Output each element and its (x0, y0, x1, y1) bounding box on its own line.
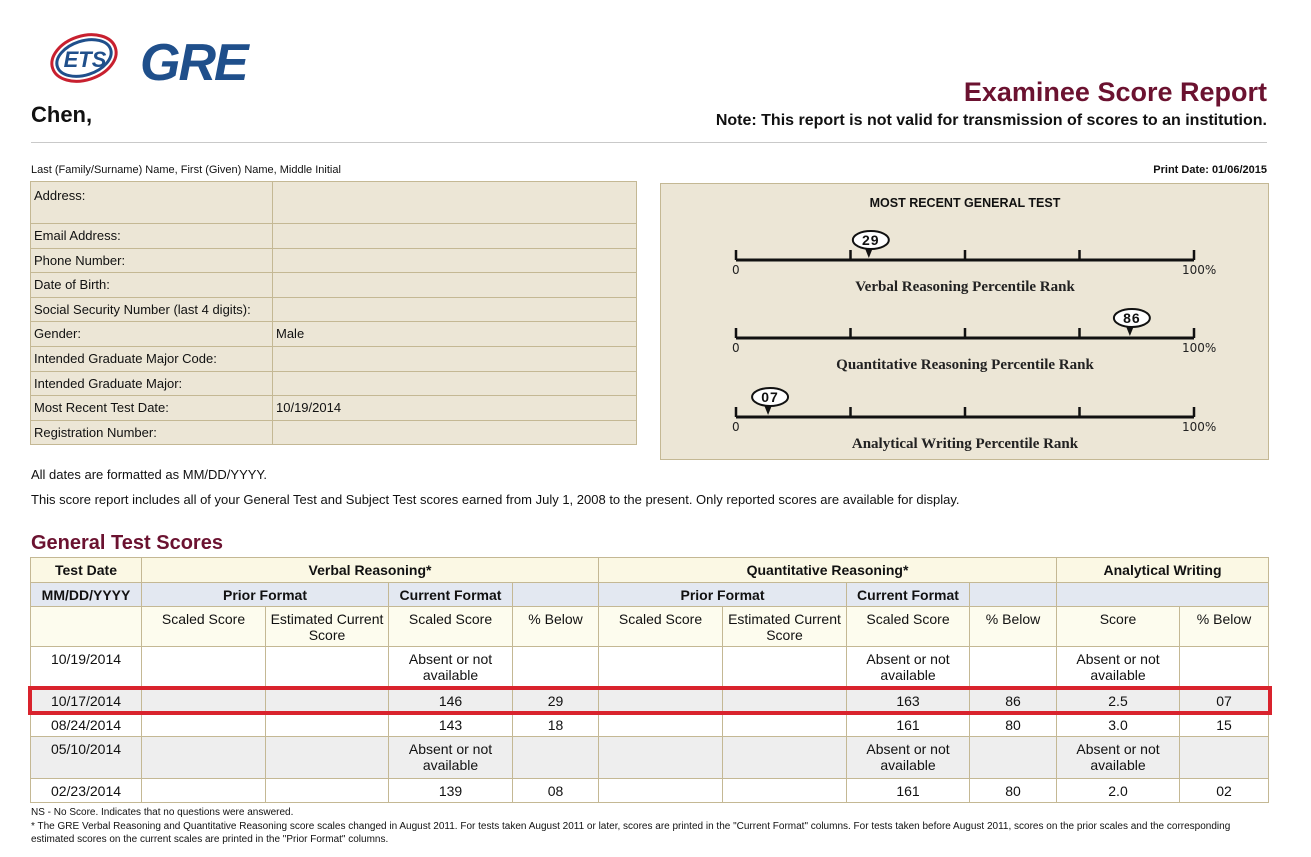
test-date-cell: 10/17/2014 (31, 689, 142, 713)
quant-estimated-cell (723, 647, 847, 689)
verbal-scaled-cell: Absent or not available (389, 737, 513, 779)
verbal-below-header: % Below (513, 607, 599, 647)
info-value (273, 297, 637, 322)
writing-below-cell: 02 (1180, 779, 1269, 803)
rank-value-label: 07 (761, 389, 779, 405)
info-label: Address: (31, 182, 273, 224)
info-value (273, 273, 637, 298)
quant-estimated-header: Estimated Current Score (723, 607, 847, 647)
print-date: Print Date: 01/06/2015 (1153, 164, 1267, 176)
rank-axis-max-label: 100% (1182, 341, 1217, 355)
verbal-estimated-cell (266, 779, 389, 803)
verbal-current-scaled-header: Scaled Score (389, 607, 513, 647)
quant-scaled-cell: 161 (847, 779, 970, 803)
rank-scale-title: Verbal Reasoning Percentile Rank (855, 279, 1075, 295)
logo-ets-text: ETS (63, 47, 107, 72)
test-date-cell: 05/10/2014 (31, 737, 142, 779)
info-value (273, 182, 637, 224)
info-label: Most Recent Test Date: (31, 396, 273, 421)
quant-estimated-cell (723, 689, 847, 713)
quant-scaled-cell: 163 (847, 689, 970, 713)
test-date-cell: 08/24/2014 (31, 713, 142, 737)
test-date-cell: 02/23/2014 (31, 779, 142, 803)
rank-scales (732, 231, 1216, 452)
info-row (31, 248, 637, 273)
verbal-below-cell: 08 (513, 779, 599, 803)
percentile-panel-title: MOST RECENT GENERAL TEST (869, 196, 1061, 210)
rank-value-label: 29 (862, 232, 880, 248)
quant-estimated-cell (723, 713, 847, 737)
scores-included-note: This score report includes all of your General Test and Subject Test scores earned from July 1, 2008 to the present. Only reported scores are available for display. (31, 492, 960, 507)
examinee-name: Chen, (31, 102, 93, 127)
verbal-prior-scaled-header: Scaled Score (142, 607, 266, 647)
verbal-reasoning-header: Verbal Reasoning* (142, 558, 599, 583)
test-date-cell: 10/19/2014 (31, 647, 142, 689)
info-value (273, 248, 637, 273)
quant-prior-cell (599, 647, 723, 689)
rank-marker-pointer (764, 405, 772, 415)
verbal-below-cell: 18 (513, 713, 599, 737)
dates-format-note: All dates are formatted as MM/DD/YYYY. (31, 467, 268, 482)
header-row-columns (31, 607, 1269, 647)
percentile-rank-panel (660, 183, 1269, 460)
verbal-prior-cell (142, 713, 266, 737)
header-row-formats (31, 583, 1269, 607)
quant-below-cell: 86 (970, 689, 1057, 713)
writing-score-cell: Absent or not available (1057, 647, 1180, 689)
verbal-below-cell (513, 647, 599, 689)
quant-below-cell: 80 (970, 713, 1057, 737)
info-row (31, 346, 637, 371)
general-test-scores-heading: General Test Scores (31, 532, 223, 554)
rank-axis-max-label: 100% (1182, 420, 1217, 434)
quant-prior-cell (599, 713, 723, 737)
info-label: Gender: (31, 322, 273, 347)
info-label: Intended Graduate Major: (31, 371, 273, 396)
info-label: Intended Graduate Major Code: (31, 346, 273, 371)
rank-axis-min-label: 0 (732, 341, 740, 355)
info-row (31, 420, 637, 445)
info-row (31, 322, 637, 347)
writing-score-header: Score (1057, 607, 1180, 647)
verbal-below-cell: 29 (513, 689, 599, 713)
quant-format-blank (970, 583, 1057, 607)
analytical-writing-header: Analytical Writing (1057, 558, 1269, 583)
quantitative-reasoning-header: Quantitative Reasoning* (599, 558, 1057, 583)
writing-format-blank (1057, 583, 1269, 607)
info-value (273, 224, 637, 249)
quant-estimated-cell (723, 779, 847, 803)
info-value (273, 346, 637, 371)
verbal-prior-cell (142, 737, 266, 779)
info-value: 10/19/2014 (273, 396, 637, 421)
date-format-header: MM/DD/YYYY (31, 583, 142, 607)
date-col-blank (31, 607, 142, 647)
verbal-prior-cell (142, 779, 266, 803)
score-row (31, 713, 1269, 737)
info-label: Email Address: (31, 224, 273, 249)
score-row (31, 647, 1269, 689)
quant-scaled-cell: Absent or not available (847, 737, 970, 779)
quant-below-cell (970, 647, 1057, 689)
rank-axis-min-label: 0 (732, 263, 740, 277)
score-row (31, 689, 1269, 713)
score-row (31, 779, 1269, 803)
info-value: Male (273, 322, 637, 347)
examinee-info-table (30, 181, 637, 445)
percentile-rank-graphic (661, 184, 1270, 461)
verbal-scaled-cell: 139 (389, 779, 513, 803)
verbal-estimated-cell (266, 713, 389, 737)
quant-prior-cell (599, 737, 723, 779)
test-date-header: Test Date (31, 558, 142, 583)
verbal-estimated-header: Estimated Current Score (266, 607, 389, 647)
no-score-footnote: NS - No Score. Indicates that no questions were answered. (31, 807, 294, 818)
quant-current-scaled-header: Scaled Score (847, 607, 970, 647)
report-validity-note: Note: This report is not valid for transmission of scores to an institution. (715, 112, 1267, 129)
rank-axis-max-label: 100% (1182, 263, 1217, 277)
quant-prior-format-header: Prior Format (599, 583, 847, 607)
verbal-format-blank (513, 583, 599, 607)
writing-score-cell: 2.0 (1057, 779, 1180, 803)
verbal-prior-format-header: Prior Format (142, 583, 389, 607)
info-label: Phone Number: (31, 248, 273, 273)
info-label: Social Security Number (last 4 digits): (31, 297, 273, 322)
writing-below-cell: 07 (1180, 689, 1269, 713)
quant-below-cell (970, 737, 1057, 779)
quant-current-format-header: Current Format (847, 583, 970, 607)
info-label: Date of Birth: (31, 273, 273, 298)
writing-below-cell (1180, 737, 1269, 779)
rank-scale-title: Quantitative Reasoning Percentile Rank (836, 357, 1094, 373)
info-row (31, 182, 637, 224)
ets-gre-logo (48, 28, 263, 86)
info-value (273, 371, 637, 396)
general-test-scores-table (30, 557, 1269, 803)
quant-prior-scaled-header: Scaled Score (599, 607, 723, 647)
info-label: Registration Number: (31, 420, 273, 445)
info-row (31, 371, 637, 396)
verbal-prior-cell (142, 689, 266, 713)
rank-marker-pointer (1126, 326, 1134, 336)
score-row (31, 737, 1269, 779)
quant-prior-cell (599, 779, 723, 803)
writing-score-cell: 3.0 (1057, 713, 1180, 737)
rank-marker-pointer (865, 248, 873, 258)
info-value (273, 420, 637, 445)
writing-below-cell: 15 (1180, 713, 1269, 737)
verbal-prior-cell (142, 647, 266, 689)
info-row (31, 224, 637, 249)
logo-gre-text: GRE (140, 34, 247, 86)
quant-scaled-cell: Absent or not available (847, 647, 970, 689)
writing-score-cell: Absent or not available (1057, 737, 1180, 779)
rank-axis-min-label: 0 (732, 420, 740, 434)
quant-estimated-cell (723, 737, 847, 779)
verbal-scaled-cell: 146 (389, 689, 513, 713)
scale-change-footnote: * The GRE Verbal Reasoning and Quantitative Reasoning score scales changed in August 2011. For tests taken August 2011 or later, scores are printed in the "Current Format" columns. For tests taken before August 2011, scores on the prior scales and the corresponding estimated scores on the current scales are printed in the "Prior Format" columns. (31, 821, 1231, 845)
verbal-estimated-cell (266, 737, 389, 779)
quant-scaled-cell: 161 (847, 713, 970, 737)
info-row (31, 273, 637, 298)
quant-below-header: % Below (970, 607, 1057, 647)
verbal-estimated-cell (266, 689, 389, 713)
verbal-current-format-header: Current Format (389, 583, 513, 607)
writing-below-header: % Below (1180, 607, 1269, 647)
report-title: Examinee Score Report (963, 77, 1267, 107)
header-row-groups (31, 558, 1269, 583)
verbal-estimated-cell (266, 647, 389, 689)
quant-below-cell: 80 (970, 779, 1057, 803)
writing-score-cell: 2.5 (1057, 689, 1180, 713)
name-format-label: Last (Family/Surname) Name, First (Given) Name, Middle Initial (31, 164, 341, 176)
verbal-scaled-cell: Absent or not available (389, 647, 513, 689)
verbal-scaled-cell: 143 (389, 713, 513, 737)
info-row (31, 396, 637, 421)
rank-scale-title: Analytical Writing Percentile Rank (851, 436, 1079, 452)
writing-below-cell (1180, 647, 1269, 689)
header-divider (31, 142, 1267, 143)
rank-value-label: 86 (1123, 310, 1141, 326)
info-row (31, 297, 637, 322)
verbal-below-cell (513, 737, 599, 779)
quant-prior-cell (599, 689, 723, 713)
